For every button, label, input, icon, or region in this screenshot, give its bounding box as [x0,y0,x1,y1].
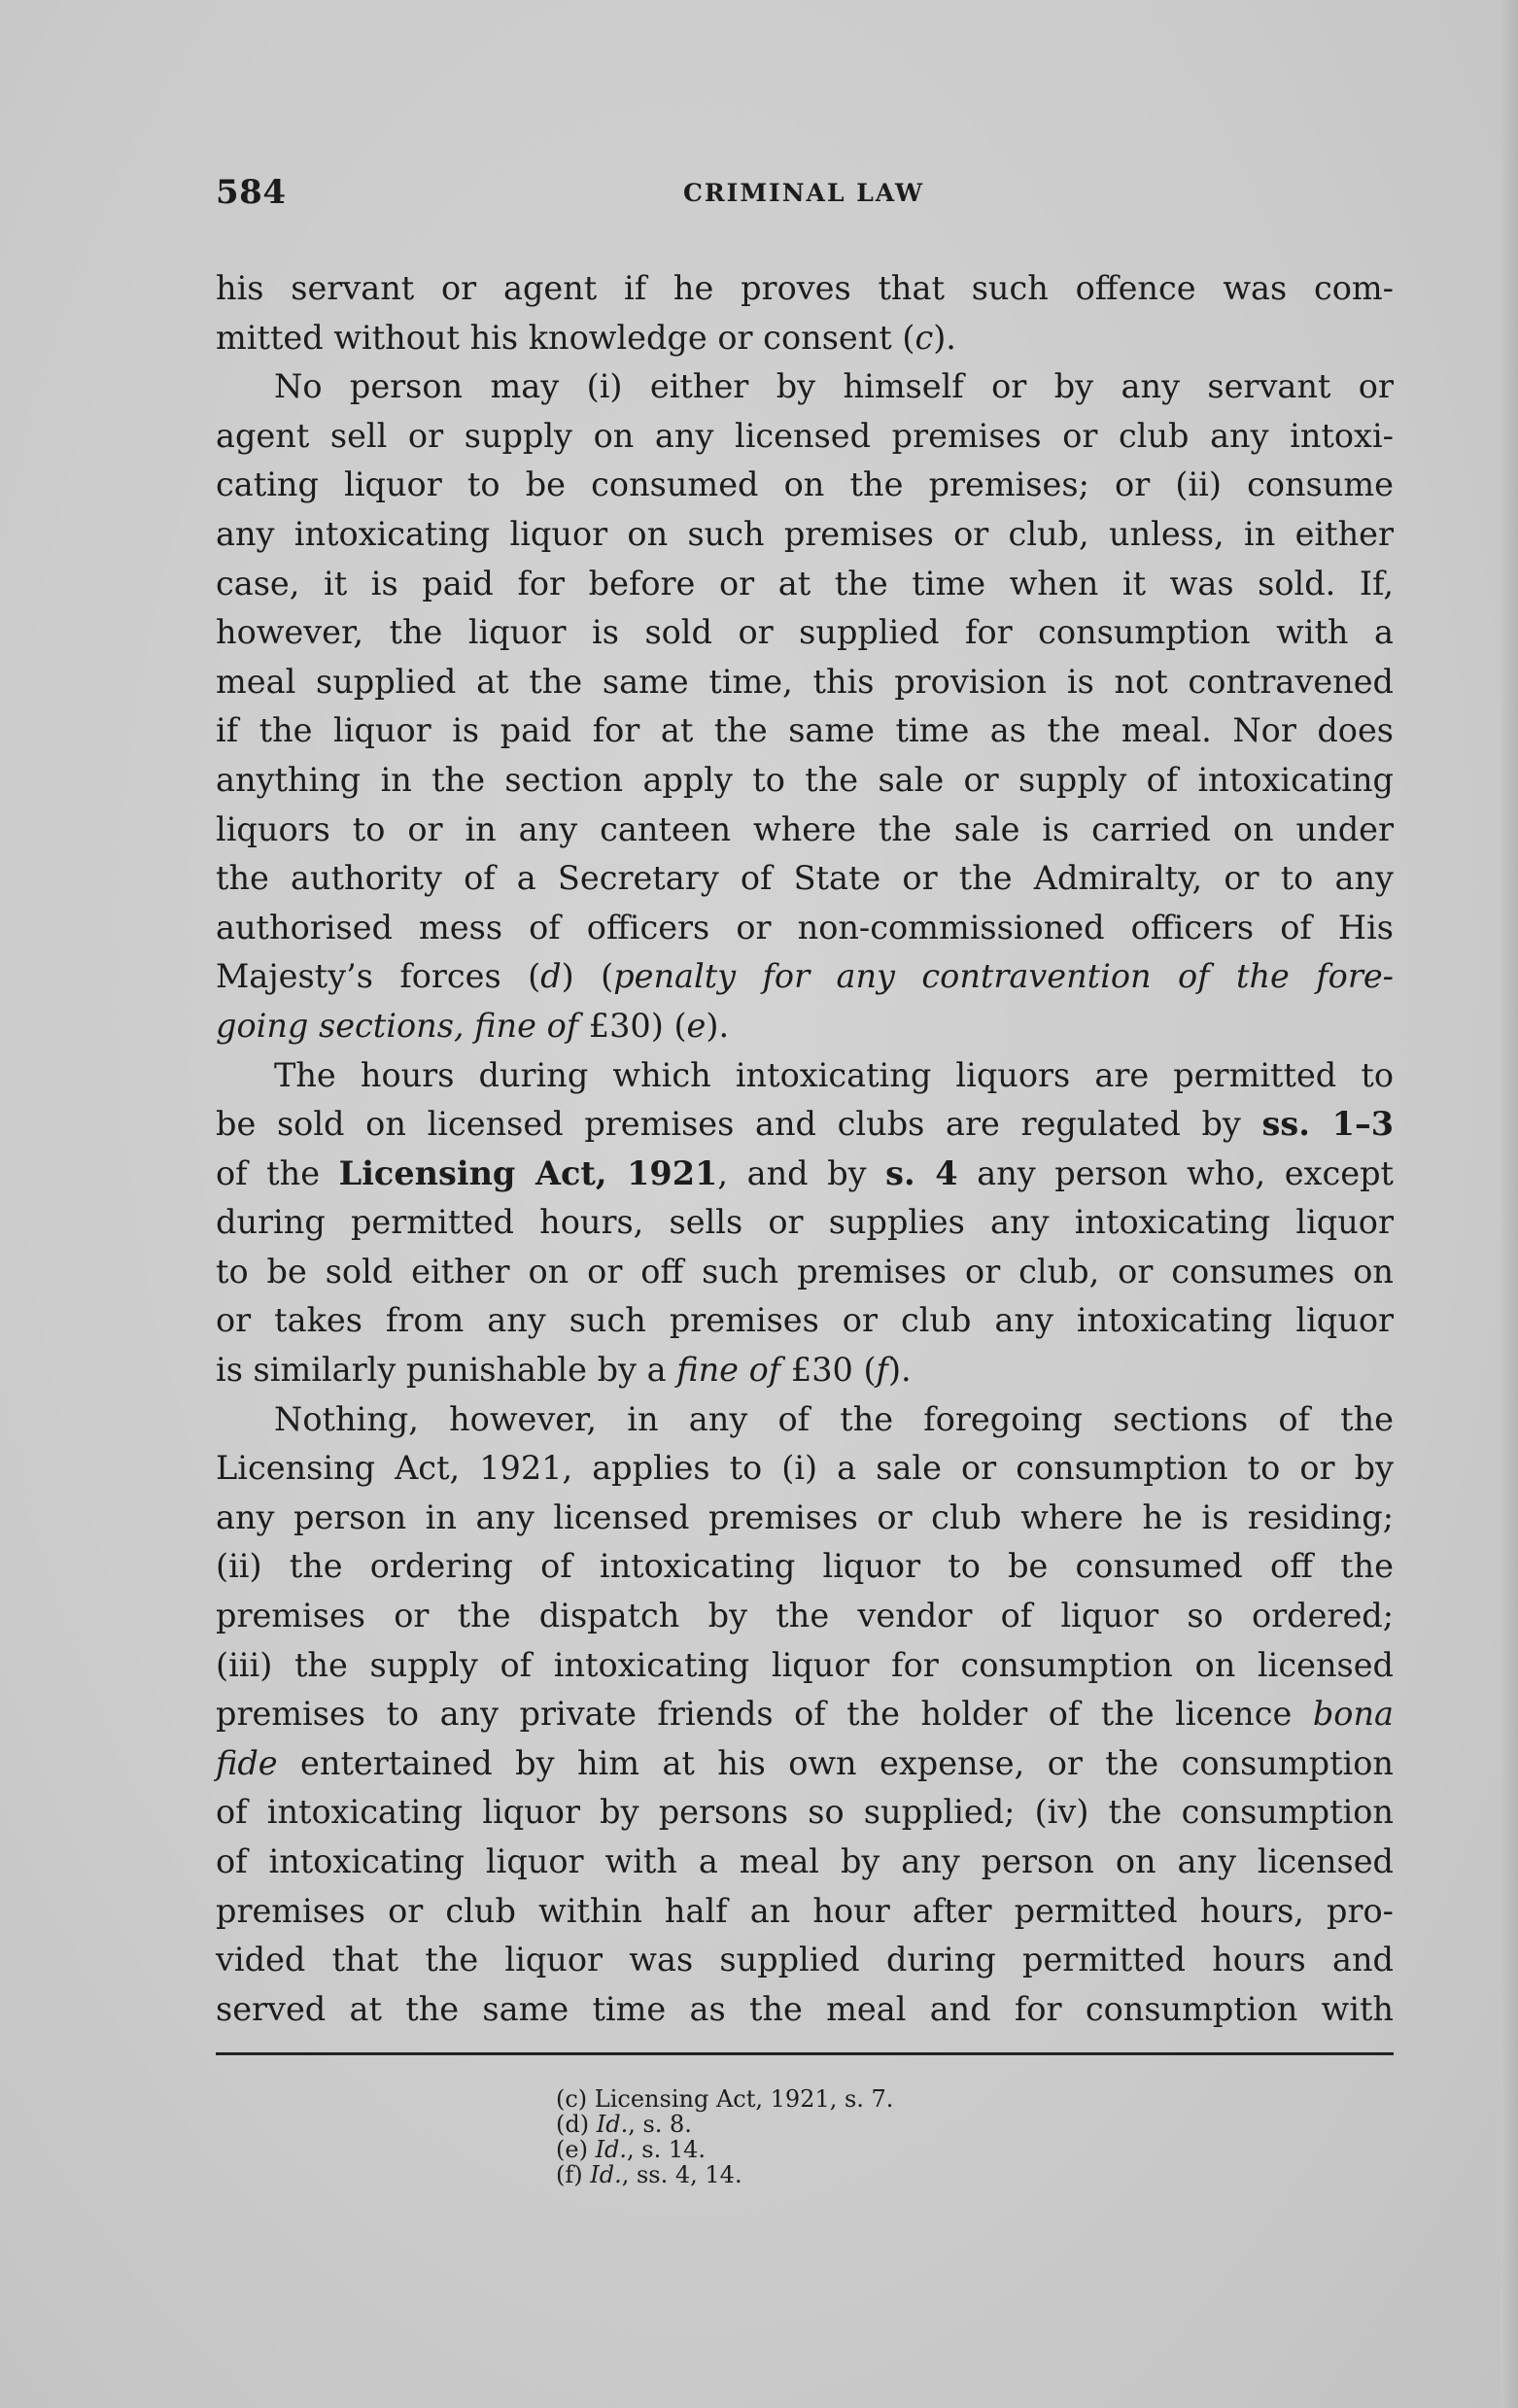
text-line [216,412,1394,462]
text-line [216,560,1394,609]
text-run: (iii) the supply of intoxicating liquor for consumption on licensed [216,1645,1394,1684]
text-run: of intoxicating liquor by persons so supplied; (iv) the consumption [216,1793,1394,1832]
text-run: during permitted hours, sells or supplies any intoxicating liquor [216,1203,1394,1242]
text-line [216,1444,1394,1494]
text-line [216,362,1394,412]
text-line [216,1100,1394,1150]
text-run: the authority of a Secretary of State or the Admiralty, or to any [216,859,1394,898]
footnote-mark: (c) [556,2085,595,2113]
text-run: any intoxicating liquor on such premises or club, unless, in either [216,514,1394,553]
text-run: served at the same time as the meal and for consumption with [216,1989,1394,2028]
text-run: vided that the liquor was supplied during permitted hours and [216,1941,1394,1979]
paragraph [216,264,1394,362]
footnote-ref-italic: Id. [596,2111,629,2138]
text-line [216,1739,1394,1789]
text-run: be sold on licensed premises and clubs are regulated by [216,1105,1262,1144]
text-run: (ii) the ordering of intoxicating liquor to be consumed off the [216,1547,1394,1586]
text-line [216,1150,1394,1199]
text-line [216,706,1394,756]
text-line [216,1936,1394,1985]
text-line [216,854,1394,904]
text-line [216,806,1394,855]
text-run: cating liquor to be consumed on the premises; or (ii) consume [216,465,1394,504]
text-line [216,1592,1394,1641]
text-run: entertained by him at his own expense, or the consumption [277,1743,1394,1782]
text-line [216,461,1394,510]
bold-text: s. 4 [885,1153,958,1192]
footnote [556,2112,893,2137]
footnotes [556,2086,893,2187]
text-run: if the liquor is paid for at the same time as the meal. Nor does [216,711,1394,750]
text-run: The hours during which intoxicating liquors are permitted to [274,1055,1394,1094]
text-run: however, the liquor is sold or supplied for consumption with a [216,613,1394,652]
italic-text: penalty for any contravention of the fore- [613,957,1394,996]
text-line [216,608,1394,658]
text-run: any person who, except [957,1153,1394,1192]
italic-text: going sections, fine of [216,1006,579,1045]
italic-text: bona [1312,1695,1394,1734]
text-run: anything in the section apply to the sale or supply of intoxicating [216,760,1394,799]
text-run: ). [887,1351,912,1390]
italic-text: fine of [676,1351,781,1390]
text-run: of the [216,1153,339,1192]
footnote-mark: (e) [556,2136,596,2163]
text-run: of intoxicating liquor with a meal by any person on any licensed [216,1842,1394,1880]
italic-text: fide [216,1743,278,1782]
text-run: Nothing, however, in any of the foregoing sections of the [274,1399,1394,1438]
italic-text: f [876,1351,888,1390]
text-line [216,1198,1394,1248]
footnote-mark: (f) [556,2161,591,2188]
paragraph [216,362,1394,1050]
text-line [216,314,1394,363]
running-head [216,173,1392,212]
bold-text: Licensing Act, 1921 [338,1153,718,1192]
footnote-ref: , ss. 4, 14. [621,2161,742,2188]
text-run: his servant or agent if he proves that such offence was com- [216,269,1394,307]
text-line [216,1296,1394,1346]
footnote-ref: Licensing Act, 1921, s. 7. [594,2085,894,2113]
footnote-ref-italic: Id. [590,2161,622,2188]
text-line [216,658,1394,707]
text-line [216,1494,1394,1543]
text-run: is similarly punishable by a [216,1351,677,1390]
text-run: Majesty’s forces ( [216,957,541,996]
text-run: or takes from any such premises or club any intoxicating liquor [216,1301,1394,1340]
text-line [216,1641,1394,1691]
text-line [216,1788,1394,1838]
text-line [216,1002,1394,1051]
italic-text: d [540,957,562,996]
text-run: ). [706,1006,730,1045]
text-run: No person may (i) either by himself or by any servant or [274,367,1394,406]
text-run: to be sold either on or off such premises or club, or consumes on [216,1252,1394,1290]
page-number: 584 [216,173,287,212]
text-line [216,952,1394,1002]
text-run: any person in any licensed premises or club where he is residing; [216,1497,1394,1536]
body-text [216,264,1394,2034]
text-line [216,1346,1394,1395]
footnote [556,2137,893,2162]
text-run: case, it is paid for before or at the time when it was sold. If, [216,564,1394,602]
paragraph [216,1051,1394,1395]
text-run: £30) ( [578,1006,687,1045]
text-run: meal supplied at the same time, this provision is not contravened [216,662,1394,701]
text-run: authorised mess of officers or non-commissioned officers of His [216,908,1394,946]
text-line [216,264,1394,314]
text-run: premises or the dispatch by the vendor of liquor so ordered; [216,1597,1394,1635]
text-run: £30 ( [780,1351,877,1390]
text-line [216,1887,1394,1937]
footnote-ref-italic: Id. [595,2136,628,2163]
text-line [216,1838,1394,1887]
text-line [216,1051,1394,1101]
text-line [216,1542,1394,1592]
bold-text: ss. 1–3 [1261,1105,1394,1144]
italic-text: c [914,318,934,357]
italic-text: e [686,1006,707,1045]
text-run: liquors to or in any canteen where the sale is carried on under [216,809,1394,848]
text-line [216,904,1394,953]
text-run: ). [933,318,956,357]
running-title: CRIMINAL LAW [682,179,925,207]
text-line [216,1985,1394,2035]
text-run: , and by [717,1153,886,1192]
footnote-separator-rule [216,2052,1394,2055]
page-edge-shadow [1501,0,1518,2408]
text-run: agent sell or supply on any licensed premises or club any intoxi- [216,416,1394,455]
text-run: mitted without his knowledge or consent ( [216,318,915,357]
text-run: ) ( [561,957,614,996]
footnote-ref: , s. 8. [628,2111,692,2138]
text-run: Licensing Act, 1921, applies to (i) a sale or consumption to or by [216,1449,1394,1488]
footnote [556,2162,893,2187]
text-line [216,1248,1394,1297]
text-run: premises or club within half an hour after permitted hours, pro- [216,1891,1394,1930]
footnote-mark: (d) [556,2111,597,2138]
text-line [216,510,1394,560]
footnote-ref: , s. 14. [627,2136,707,2163]
paragraph [216,1395,1394,2035]
text-line [216,756,1394,806]
text-run: premises to any private friends of the holder of the licence [216,1695,1313,1734]
text-line [216,1690,1394,1739]
text-line [216,1395,1394,1445]
footnote [556,2086,893,2112]
